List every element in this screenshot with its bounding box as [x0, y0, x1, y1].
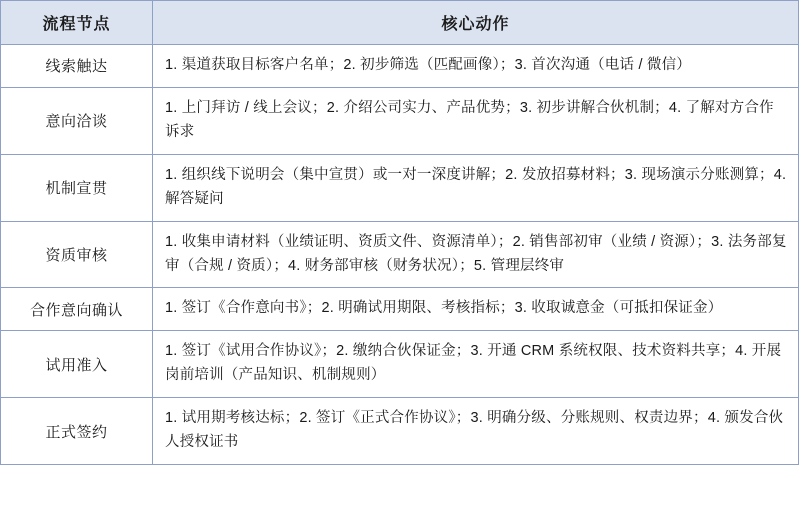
cell-action: 1. 签订《合作意向书》；2. 明确试用期限、考核指标；3. 收取诚意金（可抵扣保证金） — [153, 288, 799, 331]
table-row — [1, 87, 799, 154]
table-body — [1, 45, 799, 465]
cell-node: 试用准入 — [1, 331, 153, 398]
table-row — [1, 154, 799, 221]
table-row — [1, 288, 799, 331]
table-row — [1, 45, 799, 88]
cell-node: 机制宣贯 — [1, 154, 153, 221]
table-header — [1, 1, 799, 45]
cell-action: 1. 组织线下说明会（集中宣贯）或一对一深度讲解；2. 发放招募材料；3. 现场演示分账测算；4. 解答疑问 — [153, 154, 799, 221]
cell-node: 线索触达 — [1, 45, 153, 88]
cell-action: 1. 渠道获取目标客户名单；2. 初步筛选（匹配画像）；3. 首次沟通（电话 / 微信） — [153, 45, 799, 88]
column-header-node: 流程节点 — [1, 1, 153, 45]
table-row — [1, 331, 799, 398]
cell-action: 1. 签订《试用合作协议》；2. 缴纳合伙保证金；3. 开通 CRM 系统权限、技术资料共享；4. 开展岗前培训（产品知识、机制规则） — [153, 331, 799, 398]
column-header-action: 核心动作 — [153, 1, 799, 45]
cell-node: 资质审核 — [1, 221, 153, 288]
cell-node: 正式签约 — [1, 398, 153, 465]
cell-action: 1. 试用期考核达标；2. 签订《正式合作协议》；3. 明确分级、分账规则、权责边界；4. 颁发合伙人授权证书 — [153, 398, 799, 465]
cell-action: 1. 上门拜访 / 线上会议；2. 介绍公司实力、产品优势；3. 初步讲解合伙机制；4. 了解对方合作诉求 — [153, 87, 799, 154]
cell-node: 合作意向确认 — [1, 288, 153, 331]
table-header-row — [1, 1, 799, 45]
cell-node: 意向洽谈 — [1, 87, 153, 154]
table-row — [1, 398, 799, 465]
cell-action: 1. 收集申请材料（业绩证明、资质文件、资源清单）；2. 销售部初审（业绩 / 资源）；3. 法务部复审（合规 / 资质）；4. 财务部审核（财务状况）；5. 管理层终审 — [153, 221, 799, 288]
table-row — [1, 221, 799, 288]
